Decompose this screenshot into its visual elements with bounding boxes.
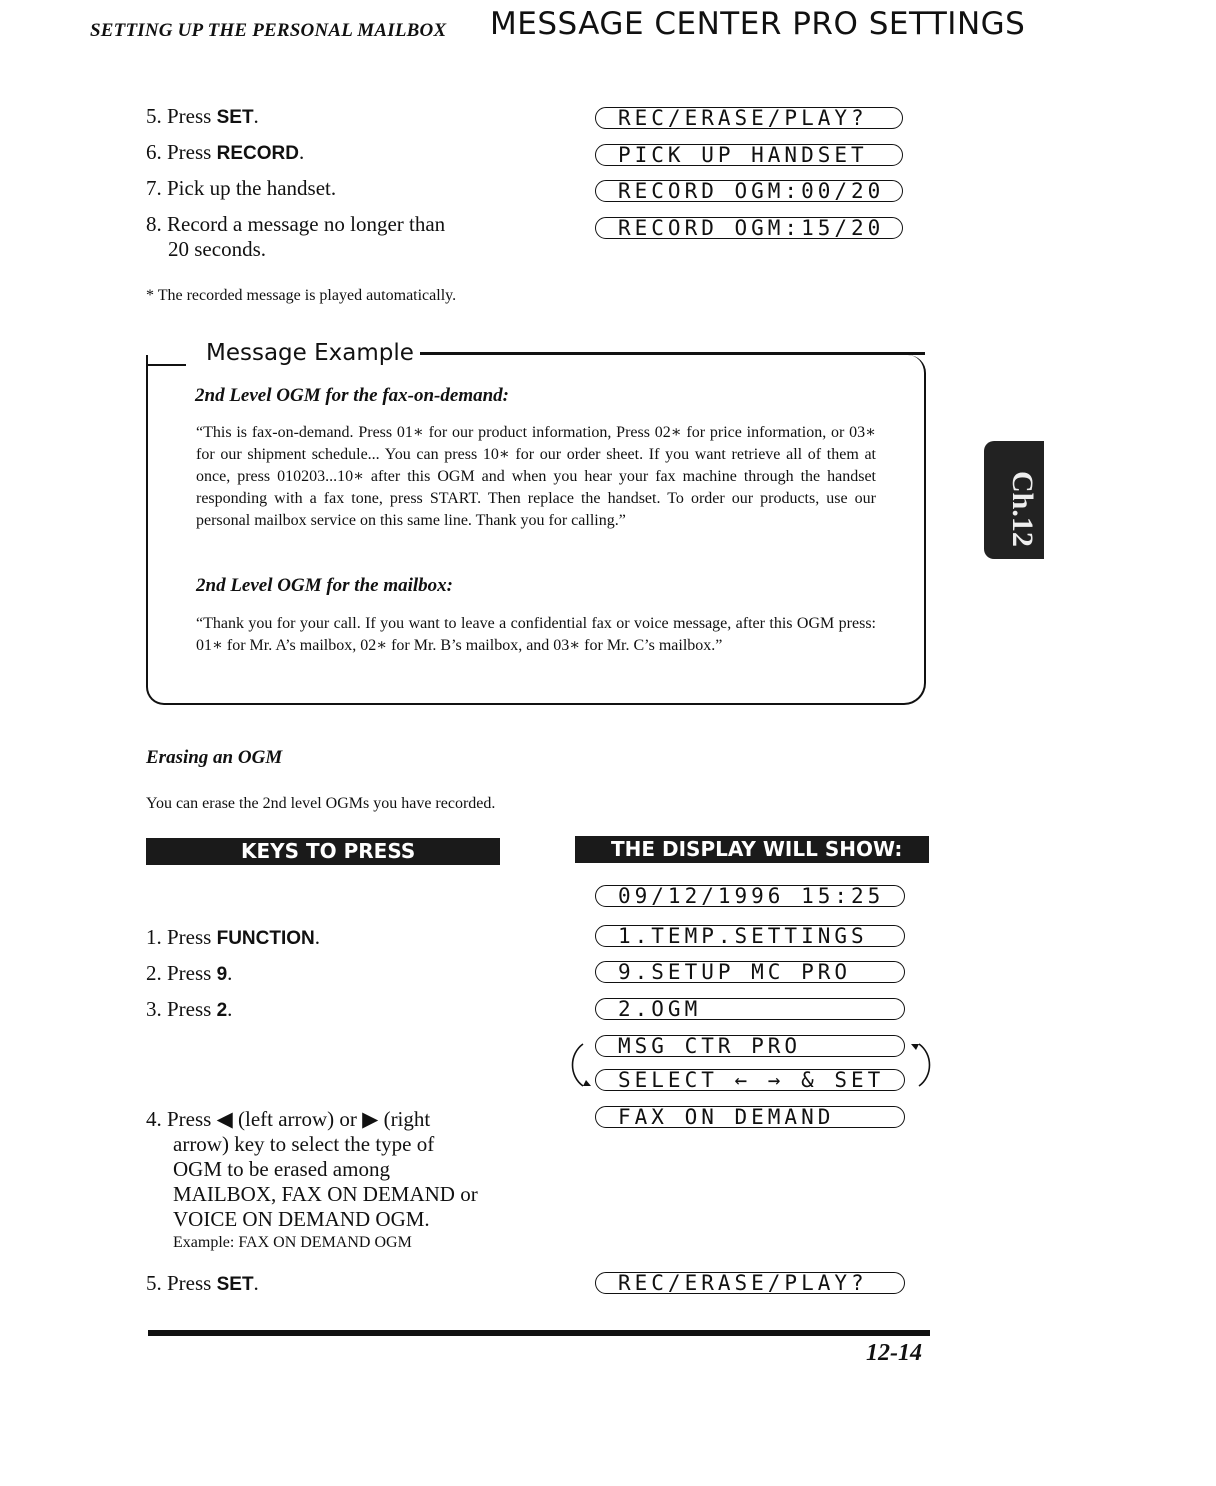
- footnote: * The recorded message is played automatically.: [146, 287, 457, 304]
- key-label: SET: [216, 1274, 254, 1295]
- lcd-display: MSG CTR PRO: [595, 1035, 905, 1057]
- erase-step-5: 5. Press SET.: [146, 1271, 259, 1295]
- key-label: 2: [216, 1000, 228, 1021]
- lcd-display: 09/12/1996 15:25: [595, 885, 905, 907]
- alternate-arrow-right-icon: [905, 1036, 937, 1094]
- display-banner: THE DISPLAY WILL SHOW:: [575, 836, 929, 863]
- record-step-8: 8. Record a message no longer than 20 seconds.: [146, 212, 446, 261]
- mailbox-ogm-text: “Thank you for your call. If you want to leave a confidential fax or voice message, after this OGM press: 01∗ for Mr. A’s mailbox, 02∗ for Mr. B’s mailbox, and 03∗ for Mr. C’s mailbox.”: [196, 615, 876, 654]
- keys-banner: KEYS TO PRESS: [146, 838, 500, 865]
- record-step-7: 7. Pick up the handset.: [146, 176, 337, 200]
- erase-step-3: 3. Press 2.: [146, 997, 233, 1021]
- erase-step-1: 1. Press FUNCTION.: [146, 925, 320, 949]
- key-label: 9: [216, 964, 228, 985]
- erasing-intro: You can erase the 2nd level OGMs you have recorded.: [146, 795, 496, 812]
- footer-rule: [148, 1330, 930, 1336]
- page-title: MESSAGE CENTER PRO SETTINGS: [490, 6, 1026, 42]
- lcd-display: PICK UP HANDSET: [595, 144, 903, 166]
- chapter-tab-label: Ch.12: [1006, 471, 1039, 547]
- section-label: SETTING UP THE PERSONAL MAILBOX: [90, 20, 447, 41]
- lcd-display: RECORD OGM:00/20: [595, 180, 903, 202]
- lcd-display: 1.TEMP.SETTINGS: [595, 925, 905, 947]
- key-label: FUNCTION: [216, 928, 315, 949]
- fax-ogm-heading: 2nd Level OGM for the fax-on-demand:: [195, 385, 509, 406]
- fax-ogm-text: “This is fax-on-demand. Press 01∗ for our product information, Press 02∗ for price information, or 03∗ for our shipment schedule... You can press 10∗ for our order sheet. If you want retrieve all of them at once, press 010203...10∗ after this OGM and when you hear your fax machine through the handset responding with a fax tone, press START. Then replace the handset. To order our products, use our personal mailbox service on this same line. Thank you for calling.”: [196, 424, 876, 529]
- divider: [420, 352, 925, 355]
- key-label: SET: [216, 107, 254, 128]
- message-example-title: Message Example: [200, 340, 420, 366]
- page-number: 12-14: [866, 1340, 922, 1366]
- lcd-display: RECORD OGM:15/20: [595, 217, 903, 239]
- erase-step-4: 4. Press ◀ (left arrow) or ▶ (right arrow) key to select the type of OGM to be erased among MAILBOX, FAX ON DEMAND or VOICE ON DEMAND OGM. Example: FAX ON DEMAND OGM: [146, 1107, 478, 1251]
- lcd-display: 9.SETUP MC PRO: [595, 961, 905, 983]
- record-step-6: 6. Press RECORD.: [146, 140, 305, 164]
- erase-step-2: 2. Press 9.: [146, 961, 233, 985]
- divider: [146, 364, 186, 366]
- mailbox-ogm-heading: 2nd Level OGM for the mailbox:: [196, 575, 454, 596]
- record-step-5: 5. Press SET.: [146, 104, 259, 128]
- key-label: RECORD: [216, 143, 299, 164]
- lcd-display: 2.OGM: [595, 998, 905, 1020]
- lcd-display: FAX ON DEMAND: [595, 1106, 905, 1128]
- alternate-arrow-left-icon: [565, 1036, 597, 1094]
- lcd-display: REC/ERASE/PLAY?: [595, 107, 903, 129]
- lcd-display: SELECT ← → & SET: [595, 1069, 905, 1091]
- chapter-tab: [984, 441, 1044, 559]
- lcd-display: REC/ERASE/PLAY?: [595, 1272, 905, 1294]
- erasing-heading: Erasing an OGM: [146, 747, 283, 768]
